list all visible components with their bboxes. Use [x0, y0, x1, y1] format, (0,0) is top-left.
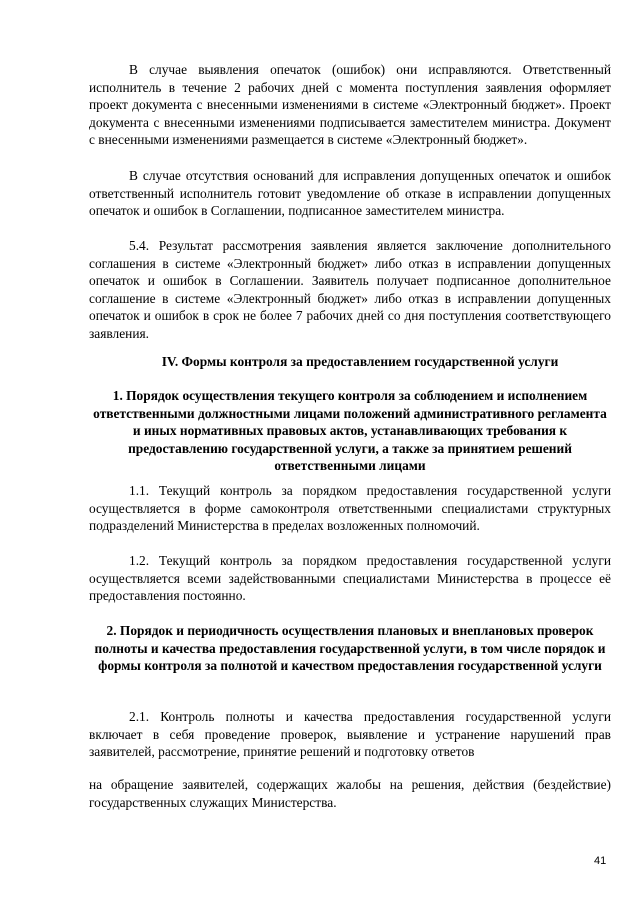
paragraph-corrections: В случае выявления опечаток (ошибок) они исправляются. Ответственный исполнитель в течение 2 рабочих дней с момента поступления заявления оформляет проект документа с внесенными изменениями в системе «Электронный бюджет». Проект документа с внесенными изменениями подписывается заместителем министра. Документ с внесенными изменениями размещается в системе «Электронный бюджет». [89, 62, 611, 147]
subsection-2-heading: 2. Порядок и периодичность осуществления плановых и внеплановых проверок полноты и качества предоставления государственной услуги, в том числе порядок и формы контроля за полнотой и качеством предоставления государственной услуги [94, 623, 606, 673]
paragraph-2-1: 2.1. Контроль полноты и качества предоставления государственной услуги включает в себя проведение проверок, выявление и устранение нарушений прав заявителей, рассмотрение, принятие решений и подготовку ответов [89, 709, 611, 759]
section-iv-heading: IV. Формы контроля за предоставлением государственной услуги [161, 354, 559, 369]
paragraph-2-1-continued: на обращение заявителей, содержащих жалобы на решения, действия (бездействие) государственных служащих Министерства. [89, 777, 611, 810]
page-number: 41 [594, 855, 607, 867]
paragraph-1-2: 1.2. Текущий контроль за порядком предоставления государственной услуги осуществляется всеми задействованными специалистами Министерства в процессе её предоставления постоянно. [89, 553, 611, 603]
paragraph-1-1: 1.1. Текущий контроль за порядком предоставления государственной услуги осуществляется в форме самоконтроля ответственными специалистами структурных подразделений Министерства в пределах возложенных полномочий. [89, 483, 611, 533]
paragraph-refusal: В случае отсутствия оснований для исправления допущенных опечаток и ошибок ответственный исполнитель готовит уведомление об отказе в исправлении допущенных опечаток и ошибок в Соглашении, подписанное заместителем министра. [89, 168, 611, 218]
subsection-1-heading: 1. Порядок осуществления текущего контроля за соблюдением и исполнением ответственными должностными лицами положений административного регламента и иных нормативных правовых актов, устанавливающих требования к предоставлению государственной услуги, а также за принятием решений ответственными лицами [93, 388, 607, 473]
paragraph-5-4: 5.4. Результат рассмотрения заявления является заключение дополнительного соглашения в системе «Электронный бюджет» либо отказ в исправлении допущенных опечаток и ошибок в Соглашении. Заявитель получает подписанное дополнительное соглашение в системе «Электронный бюджет» либо отказ в исправлении допущенных опечаток и ошибок в срок не более 7 рабочих дней со дня поступления соответствующего заявления. [89, 238, 611, 341]
